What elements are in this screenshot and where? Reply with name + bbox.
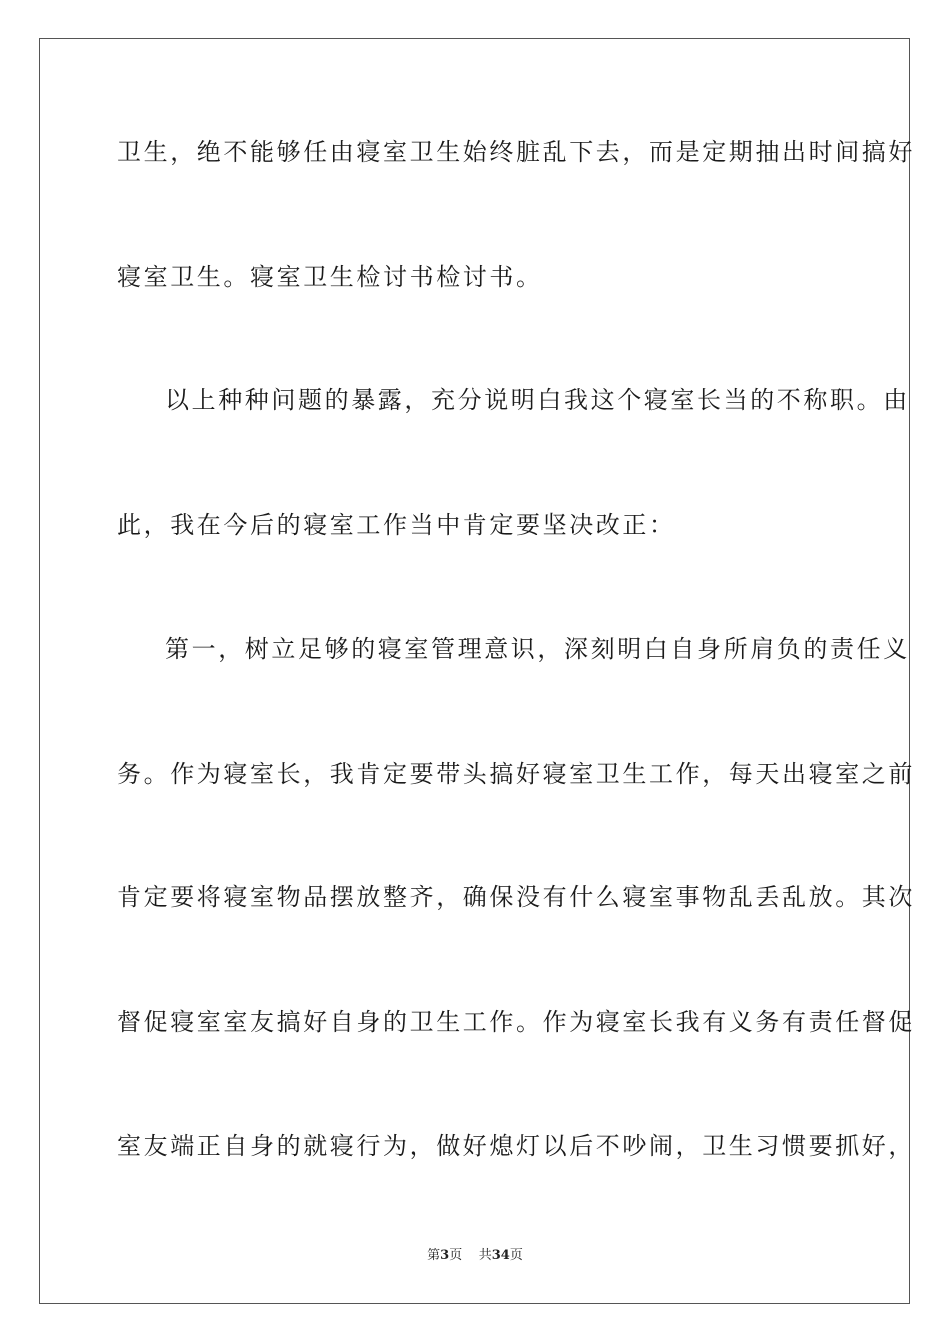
- footer-current-page: 3: [440, 1248, 450, 1263]
- body-line-3: 以上种种问题的暴露，充分说明白我这个寝室长当的不称职。由: [165, 386, 910, 414]
- footer-total-prefix: 共: [478, 1248, 492, 1263]
- footer-page-prefix: 第: [427, 1248, 441, 1263]
- page-frame: [39, 38, 915, 1304]
- body-line-5: 第一，树立足够的寝室管理意识，深刻明白自身所肩负的责任义: [165, 635, 910, 663]
- body-line-7: 肯定要将寝室物品摆放整齐，确保没有什么寝室事物乱丢乱放。其次: [117, 883, 915, 911]
- body-line-8: 督促寝室室友搞好自身的卫生工作。作为寝室长我有义务有责任督促: [117, 1008, 915, 1036]
- body-line-6: 务。作为寝室长，我肯定要带头搞好寝室卫生工作，每天出寝室之前: [117, 760, 915, 788]
- body-line-4: 此，我在今后的寝室工作当中肯定要坚决改正：: [117, 511, 676, 539]
- body-line-1: 卫生，绝不能够任由寝室卫生始终脏乱下去，而是定期抽出时间搞好: [117, 138, 915, 166]
- footer-total-pages: 34: [491, 1248, 510, 1263]
- body-line-2: 寝室卫生。寝室卫生检讨书检讨书。: [117, 263, 543, 291]
- footer-page-suffix: 页: [449, 1248, 463, 1263]
- page-footer: [0, 1248, 950, 1264]
- footer-total-suffix: 页: [509, 1248, 523, 1263]
- body-line-9: 室友端正自身的就寝行为，做好熄灯以后不吵闹，卫生习惯要抓好，: [117, 1132, 915, 1160]
